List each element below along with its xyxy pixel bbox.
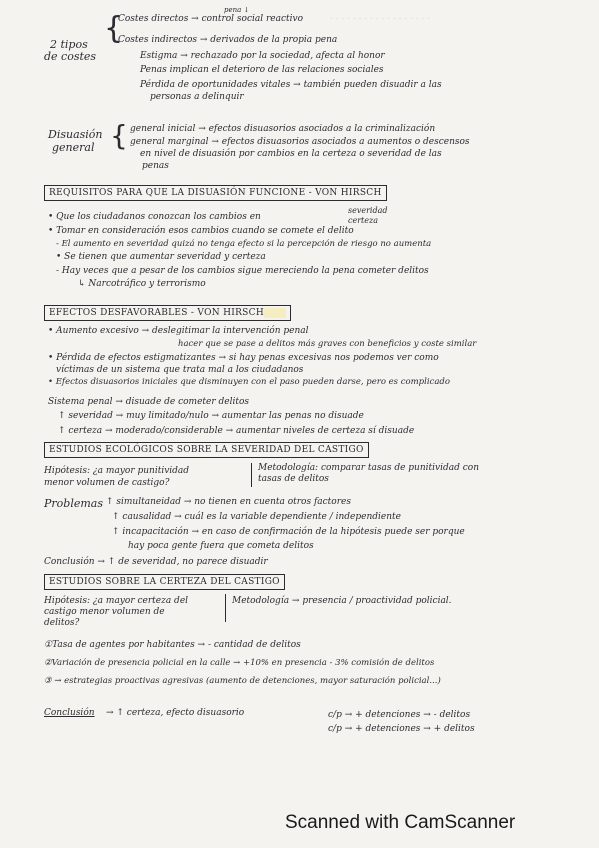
bleed-through: . . . . . . . . . . . . . . . . . . [330, 12, 431, 22]
requisitos-line-3: - El aumento en severidad quizá no tenga efecto si la percepción de riesgo no aumenta [56, 239, 432, 249]
ecologicos-conclusion: Conclusión → ↑ de severidad, no parece disuadir [44, 557, 268, 567]
ecologicos-problema-1: ↑ simultaneidad → no tienen en cuenta otros factores [106, 497, 351, 507]
certeza-conclusion-text: → ↑ certeza, efecto disuasorio [106, 708, 245, 718]
ecologicos-heading: ESTUDIOS ECOLÓGICOS SOBRE LA SEVERIDAD DEL CASTIGO [44, 442, 369, 458]
disuasion-label-1: Disuasión [48, 128, 103, 141]
disuasion-line-2: general marginal → efectos disuasorios asociados a aumentos o descensos [130, 137, 470, 147]
certeza-item-2: ②Variación de presencia policial en la calle → +10% en presencia - 3% comisión de delitos [44, 658, 435, 668]
efectos-heading-text: EFECTOS DESFAVORABLES - VON HIRSCH [49, 308, 264, 318]
costes-line-5: Pérdida de oportunidades vitales → también pueden disuadir a las [140, 80, 442, 90]
requisitos-line-1-top: severidad [348, 206, 388, 215]
requisitos-heading: REQUISITOS PARA QUE LA DISUASIÓN FUNCIONE - VON HIRSCH [44, 185, 387, 201]
costes-line-3: Estigma → rechazado por la sociedad, afecta al honor [140, 51, 385, 61]
certeza-heading: ESTUDIOS SOBRE LA CERTEZA DEL CASTIGO [44, 574, 285, 590]
disuasion-line-3: en nivel de disuasión por cambios en la certeza o severidad de las [140, 149, 442, 159]
efectos-line-8: ↑ certeza → moderado/considerable → aumentar niveles de certeza sí disuade [58, 426, 415, 436]
camscanner-watermark: Scanned with CamScanner [285, 812, 516, 833]
certeza-cp-1: c/p → + detenciones → - delitos [328, 710, 471, 720]
efectos-line-4: víctimas de un sistema que trata mal a los ciudadanos [56, 365, 304, 375]
costes-line-2: Costes indirectos → derivados de la propia pena [118, 35, 338, 45]
ecologicos-problema-4: hay poca gente fuera que cometa delitos [128, 541, 314, 551]
certeza-divider [225, 594, 226, 622]
certeza-hipotesis-3: delitos? [44, 618, 80, 628]
costes-line-1: Costes directos → control social reactivo [118, 14, 303, 24]
ecologicos-metodologia-1: Metodología: comparar tasas de punitividad con [258, 463, 479, 473]
requisitos-line-2: • Tomar en consideración esos cambios cuando se comete el delito [48, 226, 354, 236]
costes-label-2: de costes [44, 50, 97, 63]
disuasion-line-4: penas [142, 161, 169, 171]
efectos-line-2: hacer que se pase a delitos más graves con beneficios y coste similar [178, 339, 477, 349]
disuasion-label-2: general [52, 141, 95, 154]
requisitos-line-4: • Se tienen que aumentar severidad y certeza [56, 252, 266, 262]
certeza-item-3: ③ → estrategias proactivas agresivas (aumento de detenciones, mayor saturación policial...) [44, 676, 441, 686]
ecologicos-problema-2: ↑ causalidad → cuál es la variable dependiente / independiente [112, 512, 401, 522]
requisitos-line-5: - Hay veces que a pesar de los cambios sigue mereciendo la pena cometer delitos [56, 266, 429, 276]
costes-line-6: personas a delinquir [150, 92, 244, 102]
ecologicos-divider [251, 463, 252, 487]
ecologicos-hipotesis-2: menor volumen de castigo? [44, 478, 170, 488]
certeza-item-1: ①Tasa de agentes por habitantes → - cantidad de delitos [44, 640, 301, 650]
disuasion-line-1: general inicial → efectos disuasorios asociados a la criminalización [130, 124, 436, 134]
efectos-line-1: • Aumento excesivo → deslegitimar la intervención penal [48, 326, 309, 336]
disuasion-bracket-icon: { [110, 119, 128, 152]
efectos-line-3: • Pérdida de efectos estigmatizantes → si hay penas excesivas nos podemos ver como [48, 353, 439, 363]
costes-label-1: 2 tipos [50, 38, 88, 51]
costes-line-4: Penas implican el deterioro de las relaciones sociales [140, 65, 384, 75]
costes-pena-note: pena ↓ [224, 6, 250, 14]
costes-bracket-icon: { [104, 11, 124, 46]
efectos-line-5: • Efectos disuasorios iniciales que disminuyen con el paso pueden darse, pero es complicado [48, 377, 450, 387]
certeza-hipotesis-2: castigo menor volumen de [44, 607, 165, 617]
ecologicos-problemas-label: Problemas [44, 497, 103, 510]
efectos-heading [44, 305, 291, 321]
certeza-conclusion-label: Conclusión [44, 708, 95, 718]
certeza-metodologia: Metodología → presencia / proactividad policial. [232, 596, 452, 606]
ecologicos-hipotesis-1: Hipótesis: ¿a mayor punitividad [44, 466, 190, 476]
efectos-line-6: Sistema penal → disuade de cometer delitos [48, 397, 249, 407]
efectos-line-7: ↑ severidad → muy limitado/nulo → aumentar las penas no disuade [58, 411, 364, 421]
requisitos-line-1: • Que los ciudadanos conozcan los cambios en [48, 212, 261, 222]
certeza-hipotesis-1: Hipótesis: ¿a mayor certeza del [44, 596, 189, 606]
certeza-cp-2: c/p → + detenciones → + delitos [328, 724, 475, 734]
highlight-mark [264, 308, 286, 318]
ecologicos-metodologia-2: tasas de delitos [258, 474, 329, 484]
requisitos-line-6: ↳ Narcotráfico y terrorismo [78, 279, 206, 289]
ecologicos-problema-3: ↑ incapacitación → en caso de confirmación de la hipótesis puede ser porque [112, 527, 465, 537]
requisitos-line-1-bottom: certeza [348, 216, 378, 225]
